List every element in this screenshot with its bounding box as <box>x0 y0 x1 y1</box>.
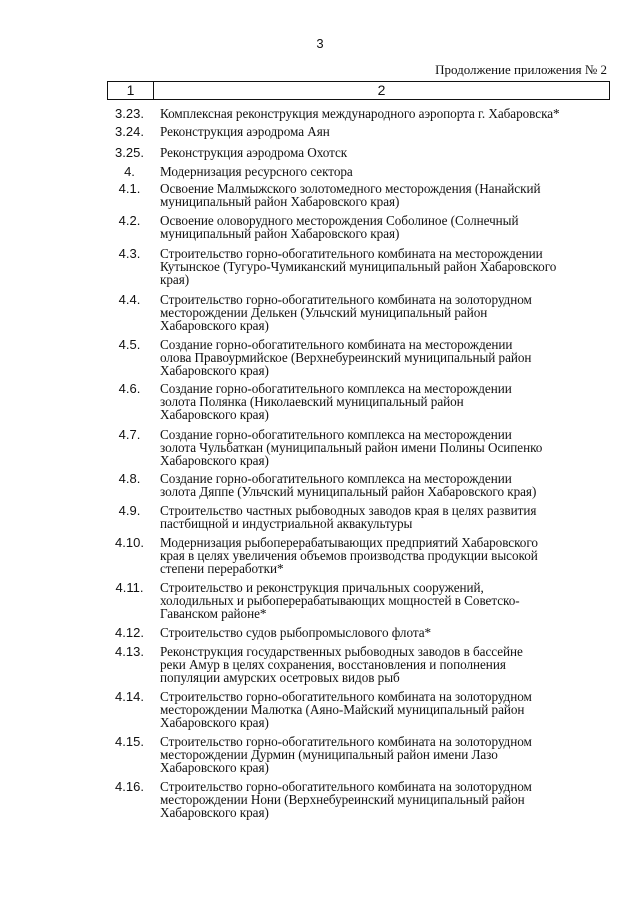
page-number: 3 <box>316 36 324 51</box>
row-number: 4.16. <box>115 779 144 794</box>
row-text: Реконструкция аэродрома Аян <box>160 124 330 139</box>
row-number: 4.3. <box>118 246 141 261</box>
row-text: Строительство горно-обогатительного комбината на золоторудном месторождении Делькен (Ульчский муниципальный район Хабаровского края) <box>160 292 532 333</box>
table-row <box>107 645 612 690</box>
row-text: Строительство горно-обогатительного комбината на золоторудном месторождении Нони (Верхнебуреинский муниципальный район Хабаровского края) <box>160 779 532 820</box>
row-number: 4.13. <box>115 644 144 659</box>
row-number: 4.11. <box>115 580 144 595</box>
row-text: Модернизация рыбоперерабатывающих предприятий Хабаровского края в целях увеличения объемов производства продукции высокой степени переработки* <box>160 535 538 576</box>
table-row <box>107 247 612 293</box>
table-row <box>107 735 612 780</box>
table-row <box>107 780 612 825</box>
table-row <box>107 382 612 428</box>
row-number: 4.15. <box>115 734 144 749</box>
table-row <box>107 214 612 247</box>
row-text: Строительство и реконструкция причальных сооружений, холодильных и рыбоперерабатывающих мощностей в Советско- Гаванском районе* <box>160 580 520 621</box>
row-number: 3.24. <box>115 124 144 139</box>
row-number: 4.10. <box>115 535 144 550</box>
row-number: 4.7. <box>118 427 141 442</box>
row-number: 4.2. <box>118 213 141 228</box>
row-number: 4.9. <box>118 503 141 518</box>
table-row <box>107 504 612 536</box>
row-text: Модернизация ресурсного сектора <box>160 164 353 179</box>
row-text: Создание горно-обогатительного комплекса на месторождении золота Дяппе (Ульчский муниципальный район Хабаровского края) <box>160 471 537 499</box>
table-body <box>107 107 612 825</box>
table-row <box>107 125 612 146</box>
row-number: 3.25. <box>115 145 144 160</box>
row-number: 4.14. <box>115 689 144 704</box>
row-number: 3.23. <box>115 106 144 121</box>
row-number: 4.5. <box>118 337 141 352</box>
table-header <box>107 81 610 100</box>
row-number: 4. <box>124 164 135 179</box>
table-row <box>107 107 612 125</box>
row-number: 4.1. <box>118 181 141 196</box>
table-row <box>107 338 612 382</box>
row-text: Строительство судов рыбопромыслового флота* <box>160 625 432 640</box>
table-row <box>107 428 612 472</box>
row-text: Комплексная реконструкция международного аэропорта г. Хабаровска* <box>160 106 560 121</box>
table-row <box>107 690 612 735</box>
row-number: 4.12. <box>115 625 144 640</box>
row-text: Строительство горно-обогатительного комбината на золоторудном месторождении Малютка (Аяно-Майский муниципальный район Хабаровского края) <box>160 689 532 730</box>
table-row <box>107 146 612 165</box>
table-row <box>107 581 612 626</box>
row-text: Строительство горно-обогатительного комбината на месторождении Кутынское (Тугуро-Чумиканский муниципальный район Хабаровского края) <box>160 246 557 287</box>
table-row <box>107 293 612 338</box>
row-text: Освоение оловорудного месторождения Соболиное (Солнечный муниципальный район Хабаровского края) <box>160 213 519 241</box>
row-text: Строительство горно-обогатительного комбината на золоторудном месторождении Дурмин (муниципальный район имени Лазо Хабаровского края) <box>160 734 532 775</box>
row-text: Создание горно-обогатительного комплекса на месторождении золота Чульбаткан (муниципальный район имени Полины Осипенко Хабаровского края) <box>160 427 543 468</box>
table-header-col1: 1 <box>108 82 154 99</box>
row-text: Реконструкция аэродрома Охотск <box>160 145 348 160</box>
row-number: 4.8. <box>118 471 141 486</box>
row-text: Строительство частных рыбоводных заводов края в целях развития пастбищной и индустриальной аквакультуры <box>160 503 537 531</box>
row-text: Освоение Малмыжского золотомедного месторождения (Нанайский муниципальный район Хабаровского края) <box>160 181 541 209</box>
table-row <box>107 165 612 182</box>
table-row <box>107 472 612 504</box>
row-number: 4.4. <box>118 292 141 307</box>
row-text: Создание горно-обогатительного комбината на месторождении олова Правоурмийское (Верхнебуреинский муниципальный район Хабаровского края) <box>160 337 532 378</box>
table-row <box>107 182 612 214</box>
continuation-label: Продолжение приложения № 2 <box>435 62 607 77</box>
row-number: 4.6. <box>118 381 141 396</box>
row-text: Реконструкция государственных рыбоводных заводов в бассейне реки Амур в целях сохранения, восстановления и пополнения популяции амурских осетровых видов рыб <box>160 644 523 685</box>
row-text: Создание горно-обогатительного комплекса на месторождении золота Полянка (Николаевский муниципальный район Хабаровского края) <box>160 381 512 422</box>
table-row <box>107 536 612 581</box>
table-row <box>107 626 612 645</box>
table-header-col2: 2 <box>377 82 386 98</box>
